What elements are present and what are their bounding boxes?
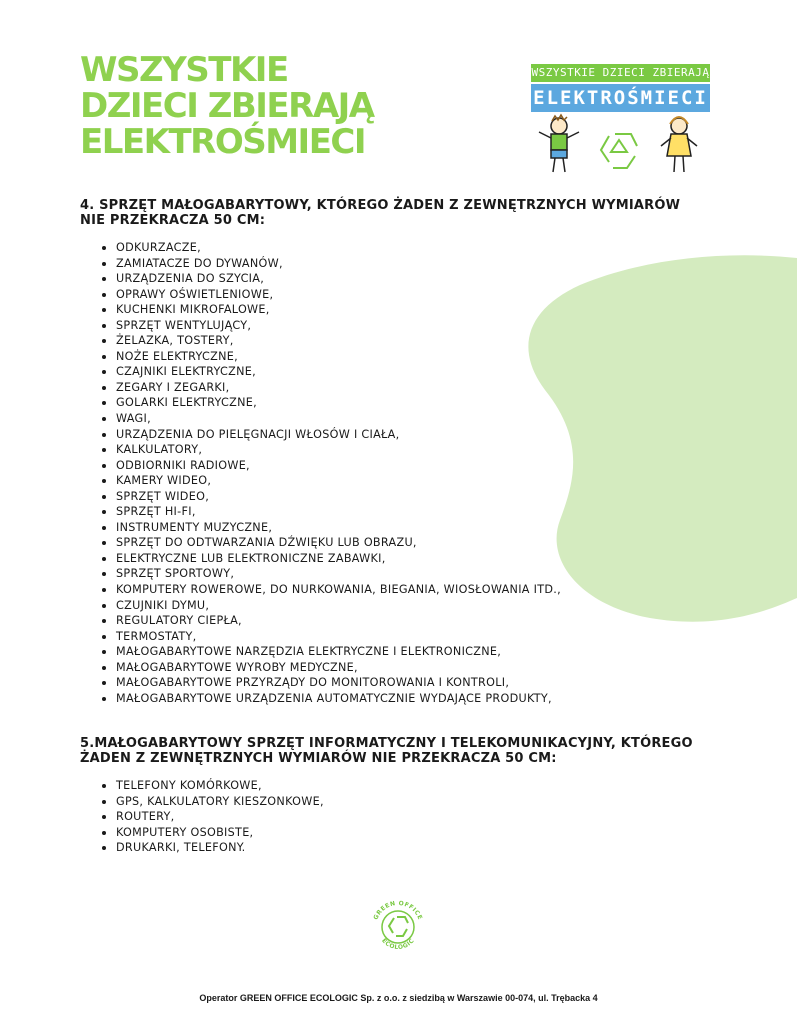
list-item: WAGI,	[100, 411, 561, 427]
section-4-heading	[80, 198, 720, 228]
green-office-ecologic-badge	[367, 896, 429, 958]
recycle-icon	[389, 917, 408, 936]
list-item: SPRZĘT WENTYLUJĄCY,	[100, 318, 561, 334]
list-item: ŻELAZKA, TOSTERY,	[100, 333, 561, 349]
list-item: ODKURZACZE,	[100, 240, 561, 256]
list-item: MAŁOGABARYTOWE PRZYRZĄDY DO MONITOROWANIA I KONTROLI,	[100, 675, 561, 691]
list-item: ROUTERY,	[100, 809, 324, 825]
list-item: ZAMIATACZE DO DYWANÓW,	[100, 256, 561, 272]
list-item: SPRZĘT DO ODTWARZANIA DŹWIĘKU LUB OBRAZU,	[100, 535, 561, 551]
list-item: GOLARKI ELEKTRYCZNE,	[100, 395, 561, 411]
section-5-heading	[80, 736, 720, 766]
list-item: OPRAWY OŚWIETLENIOWE,	[100, 287, 561, 303]
recycle-icon	[601, 134, 637, 168]
campaign-logo	[527, 60, 714, 175]
list-item: NOŻE ELEKTRYCZNE,	[100, 349, 561, 365]
list-item: ODBIORNIKI RADIOWE,	[100, 458, 561, 474]
list-item: TERMOSTATY,	[100, 629, 561, 645]
section-5-heading-line-2: ŻADEN Z ZEWNĘTRZNYCH WYMIARÓW NIE PRZEKRACZA 50 CM:	[80, 751, 557, 766]
badge-top-text: GREEN OFFICE	[372, 899, 424, 922]
logo-top-text: WSZYSTKIE DZIECI ZBIERAJĄ	[531, 64, 710, 82]
list-item: KALKULATORY,	[100, 442, 561, 458]
page-title	[80, 52, 500, 160]
list-item: CZUJNIKI DYMU,	[100, 598, 561, 614]
list-item: INSTRUMENTY MUZYCZNE,	[100, 520, 561, 536]
boy-drawing-icon	[539, 115, 579, 172]
list-item: REGULATORY CIEPŁA,	[100, 613, 561, 629]
section-5-list	[100, 778, 324, 856]
title-line-3: ELEKTROŚMIECI	[80, 122, 366, 162]
list-item: KOMPUTERY ROWEROWE, DO NURKOWANIA, BIEGANIA, WIOSŁOWANIA ITD.,	[100, 582, 561, 598]
list-item: SPRZĘT HI-FI,	[100, 504, 561, 520]
list-item: GPS, KALKULATORY KIESZONKOWE,	[100, 794, 324, 810]
section-4-heading-line-1: 4. SPRZĘT MAŁOGABARYTOWY, KTÓREGO ŻADEN Z ZEWNĘTRZNYCH WYMIARÓW	[80, 198, 681, 213]
list-item: MAŁOGABARYTOWE WYROBY MEDYCZNE,	[100, 660, 561, 676]
list-item: SPRZĘT WIDEO,	[100, 489, 561, 505]
list-item: MAŁOGABARYTOWE URZĄDZENIA AUTOMATYCZNIE WYDAJĄCE PRODUKTY,	[100, 691, 561, 707]
svg-text:ECOLOGIC	[380, 937, 416, 951]
badge-bottom-text: ECOLOGIC	[380, 937, 416, 952]
list-item: TELEFONY KOMÓRKOWE,	[100, 778, 324, 794]
list-item: URZĄDZENIA DO SZYCIA,	[100, 271, 561, 287]
section-4-heading-line-2: NIE PRZEKRACZA 50 CM:	[80, 213, 266, 228]
section-4-list	[100, 240, 561, 706]
list-item: SPRZĘT SPORTOWY,	[100, 566, 561, 582]
girl-drawing-icon	[661, 117, 697, 172]
list-item: KAMERY WIDEO,	[100, 473, 561, 489]
list-item: DRUKARKI, TELEFONY.	[100, 840, 324, 856]
title-line-2: DZIECI ZBIERAJĄ	[80, 86, 374, 126]
list-item: ZEGARY I ZEGARKI,	[100, 380, 561, 396]
list-item: ELEKTRYCZNE LUB ELEKTRONICZNE ZABAWKI,	[100, 551, 561, 567]
list-item: KOMPUTERY OSOBISTE,	[100, 825, 324, 841]
footer-operator-info: Operator GREEN OFFICE ECOLOGIC Sp. z o.o. z siedzibą w Warszawie 00-074, ul. Trębacka 4	[199, 993, 598, 1003]
list-item: KUCHENKI MIKROFALOWE,	[100, 302, 561, 318]
list-item: CZAJNIKI ELEKTRYCZNE,	[100, 364, 561, 380]
list-item: URZĄDZENIA DO PIELĘGNACJI WŁOSÓW I CIAŁA,	[100, 427, 561, 443]
section-5-heading-line-1: 5.MAŁOGABARYTOWY SPRZĘT INFORMATYCZNY I TELEKOMUNIKACYJNY, KTÓREGO	[80, 736, 693, 751]
list-item: MAŁOGABARYTOWE NARZĘDZIA ELEKTRYCZNE I ELEKTRONICZNE,	[100, 644, 561, 660]
logo-band-text: ELEKTROŚMIECI	[531, 84, 710, 112]
title-line-1: WSZYSTKIE	[80, 50, 288, 90]
